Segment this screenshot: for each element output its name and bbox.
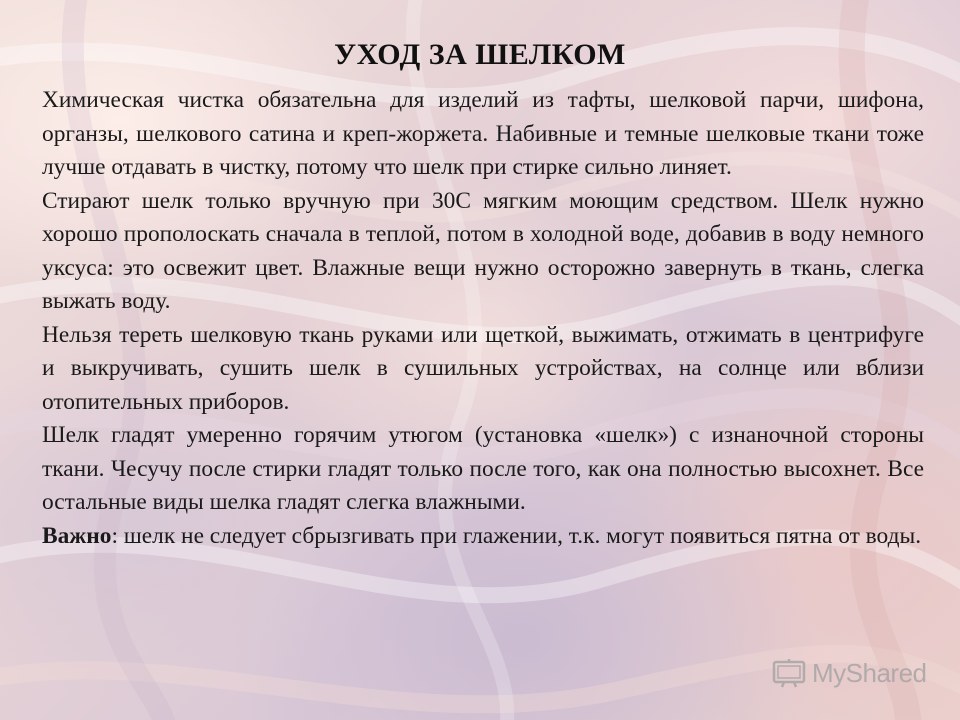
paragraph-text: Химическая чистка обязательна для изделий из тафты, шелковой парчи, шифона, органзы, шелкового сатина и креп-жоржета. Набивные и темные шелковые ткани тоже лучше отдавать в чистку, потому что шелк при стирке сильно линяет. [42, 87, 924, 180]
slide-title: УХОД ЗА ШЕЛКОМ [334, 38, 626, 71]
paragraph-important-note [42, 520, 924, 554]
paragraph-text: Нельзя тереть шелковую ткань руками или щеткой, выжимать, отжимать в центрифуге и выкручивать, сушить шелк в сушильных устройствах, на солнце или вблизи отопительных приборов. [42, 321, 924, 415]
paragraph-ironing [42, 419, 924, 520]
paragraph-text: Стирают шелк только вручную при 30С мягким моющим средством. Шелк нужно хорошо прополоскать сначала в теплой, потом в холодной воде, добавив в воду немного уксуса: это освежит цвет. Влажные вещи нужно осторожно завернуть в ткань, слегка выжать воду. [42, 187, 924, 314]
myshared-logo-icon [772, 658, 806, 688]
watermark [772, 656, 927, 690]
paragraph-text: : шелк не следует сбрызгивать при глажении, т.к. могут появиться пятна от воды. [111, 522, 922, 549]
watermark-text: MyShared [812, 657, 927, 688]
paragraph-dry-cleaning [42, 84, 924, 185]
paragraph-hand-wash [42, 185, 924, 319]
paragraph-text: Шелк гладят умеренно горячим утюгом (установка «шелк») с изнаночной стороны ткани. Чесучу после стирки гладят только после того, как она полностью высохнет. Все остальные виды шелка гладят слегка влажными. [42, 422, 924, 515]
important-label: Важно [42, 522, 112, 549]
paragraph-prohibitions [42, 319, 924, 420]
slide-body [42, 84, 924, 553]
